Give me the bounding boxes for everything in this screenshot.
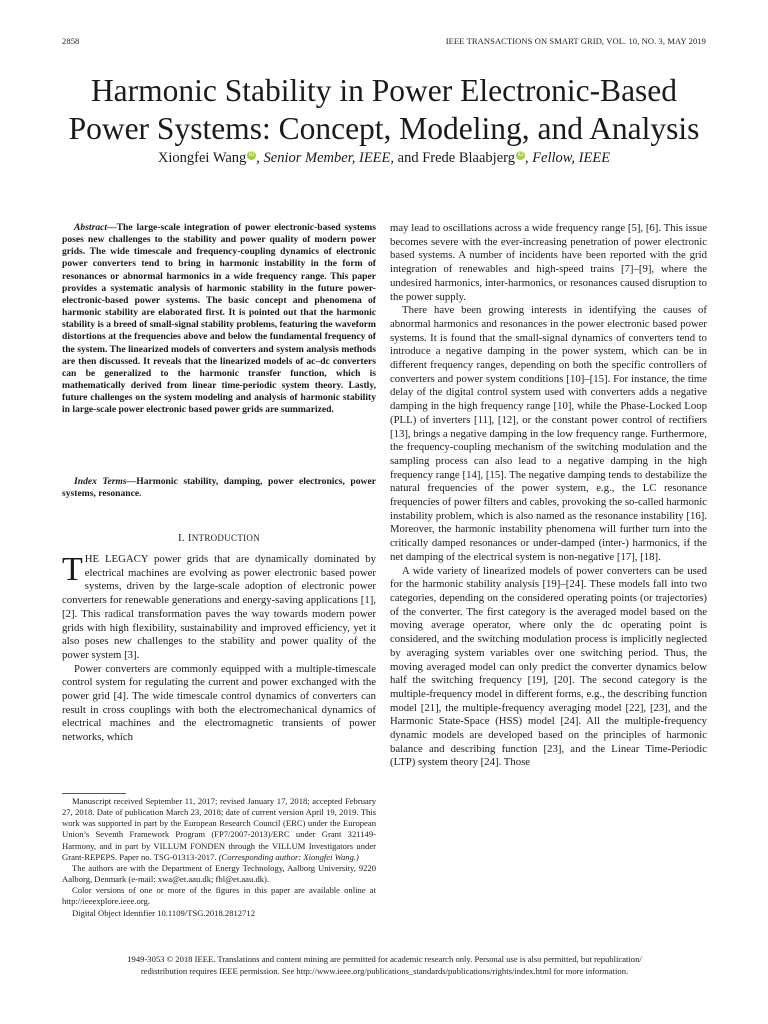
orcid-icon[interactable]: iD: [248, 152, 255, 158]
index-terms: [62, 476, 376, 500]
orcid-icon[interactable]: iD: [517, 152, 524, 158]
intro-paragraph-2: Power converters are commonly equipped with a multiple-timescale control system for regulating the current and power exchanged with the power grid [4]. The wide timescale control dynamics of converters can result in cross couplings with both the electromechanical dynamics of electrical machines and the electromagnetic transients of power networks, which: [62, 662, 376, 744]
journal-header: IEEE TRANSACTIONS ON SMART GRID, VOL. 10, NO. 3, MAY 2019: [445, 36, 706, 46]
abstract-label: Abstract: [74, 222, 108, 233]
footnote-affiliation: The authors are with the Department of Energy Technology, Aalborg University, 9220 Aalborg, Denmark (e-mail: xwa@et.aau.dk; fbl@et.aau.dk).: [62, 862, 376, 885]
page-number: 2858: [62, 36, 80, 46]
abstract: [62, 222, 376, 417]
right-paragraph-1: may lead to oscillations across a wide frequency range [5], [6]. This issue becomes severe with the ever-increasing penetration of power electronic based systems. A number of incidents have been reported with the grid integration of renewables and high-speed trains [7]–[9], where the undesired harmonics, inter-harmonics, or resonances caused disruption to the power supply.: [390, 222, 707, 303]
index-terms-label: Index Terms: [74, 476, 127, 487]
author-line: Xiongfei Wang iD , Senior Member, IEEE, and Frede Blaabjerg iD , Fellow, IEEE: [157, 150, 611, 166]
footnote-manuscript: Manuscript received September 11, 2017; revised January 17, 2018; accepted February 27, 2018. Date of publication March 23, 2018; date of current version April 19, 2019. This work was supported in part by the European Research Council (ERC) under the European Union’s Seventh Framework Program (FP7/2007-2013)/ERC under Grant 321149-Harmony, and in part by VILLUM FONDEN through the VILLUM Investigators under Grant-REPEPS. Paper no. TSG-01313-2017. (Corresponding author: Xiongfei Wang.): [62, 796, 376, 862]
right-paragraph-2: There have been growing interests in identifying the causes of abnormal harmonics and resonances in the power electronic based power systems. It is found that the small-signal dynamics of converters tend to introduce a negative damping in the power system, which can be in different frequency ranges, depending on both the specific controllers of converters and power system conditions [10]–[15]. For instance, the time delay of the digital control system used with converters adds a negative damping in the high frequency range [10], while the Phase-Locked Loop (PLL) of inverters [11], [12], or the constant power control of rectifiers [13], brings a negative damping in the low frequency range. Furthermore, the frequency-coupling mechanism of the switching modulation and the sampling process can also lead to a negative damping in the high frequency range [14], [15]. The negative damping tends to destabilize the natural frequencies of the power system, e.g., the LC resonance frequencies of power filters and cables, provoking the so-called harmonic instability problem, which is also named as the resonance instability [16]. Moreover, the harmonic instability phenomena will further turn into the critically damped resonances or under-damped (inter-) harmonics, if the net damping of the electrical system is non-negative [17], [18].: [390, 304, 707, 563]
footnote-divider: [62, 793, 126, 794]
footer-line-1: 1949-3053 © 2018 IEEE. Translations and content mining are permitted for academic research only. Personal use is also permitted, but republication/: [127, 954, 642, 964]
author-1-name: Xiongfei Wang: [157, 150, 247, 166]
paper-title: [40, 72, 728, 148]
right-paragraph-3: A wide variety of linearized models of power converters can be used for the harmonic stability analysis [19]–[24]. These models fall into two categories, depending on the considered operating points (or trajectories) of the converter. The first category is the averaged model based on the moving average operator, where only the dc operating point is considered, and the switching modulation process is implicitly neglected by averaging system variables over one switching period. Thus, the moving averaged model can only predict the converter dynamics below half the switching frequency [19], [20]. The second category is the multiple-frequency model in different forms, e.g., the describing function model [21], the multiple-frequency averaging model [22], [23], and the Harmonic State-Space (HSS) model [24]. All the multiple-frequency dynamic models are developed based on the principles of harmonic balance and describing function [23], and the Linear Time-Periodic (LTP) system theory [24]. Those: [390, 564, 707, 769]
index-terms-text: —Harmonic stability, damping, power electronics, power systems, resonance.: [62, 476, 376, 500]
section-heading-introduction: I. INTRODUCTION: [177, 532, 261, 544]
title-line-1: Harmonic Stability in Power Electronic-Based: [90, 73, 678, 108]
introduction-body: [62, 553, 376, 745]
right-column-body: [390, 222, 707, 770]
footer-line-2: redistribution requires IEEE permission. See http://www.ieee.org/publications_standards/publications/rights/index.html for more information.: [140, 965, 629, 976]
footnote-doi: Digital Object Identifier 10.1109/TSG.2018.2812712: [72, 907, 255, 918]
footnotes: [62, 796, 376, 919]
author-2-role: Fellow, IEEE: [532, 150, 611, 166]
author-2-name: , and Frede Blaabjerg: [390, 150, 515, 166]
abstract-text: —The large-scale integration of power electronic-based systems poses new challenges to the stability and power quality of modern power grids. The wide timescale and frequency-coupling dynamics of electronic power converters tend to bring in harmonic instability in the form of resonances or abnormal harmonics in a wide frequency range. This paper provides a systematic analysis of harmonic stability in the future power-electronic-based power systems. The basic concept and phenomena of harmonic stability are elaborated first. It is pointed out that the harmonic stability is a breed of small-signal stability problems, featuring the waveform distortions at the frequencies above and below the fundamental frequency of the system. The linearized models of converters and system analysis methods are then discussed. It reveals that the linearized models of ac–dc converters can be generalized to the harmonic transfer function, which is mathematically derived from linear time-periodic system theory. Lastly, future challenges on the system modeling and analysis of harmonic stability in large-scale power electronic based power grids are summarized.: [62, 222, 376, 416]
footnote-color-versions: Color versions of one or more of the figures in this paper are available online at http://ieeexplore.ieee.org.: [62, 885, 376, 907]
drop-cap: T: [62, 551, 83, 588]
author-1-role: Senior Member, IEEE: [263, 150, 391, 166]
intro-paragraph-1: THE LEGACY power grids that are dynamically dominated by electrical machines are evolving as power electronic based power systems, driven by the large-scale adoption of electronic power converters for renewable generations and energy-saving applications [1], [2]. This radical transformation paves the way towards modern power grids with high flexibility, sustainability and improved efficiency, yet it also poses new challenges to the stability and power quality of the power system [3].: [62, 551, 376, 661]
title-line-2: Power Systems: Concept, Modeling, and Analysis: [68, 111, 700, 146]
copyright-footer: [62, 954, 707, 977]
